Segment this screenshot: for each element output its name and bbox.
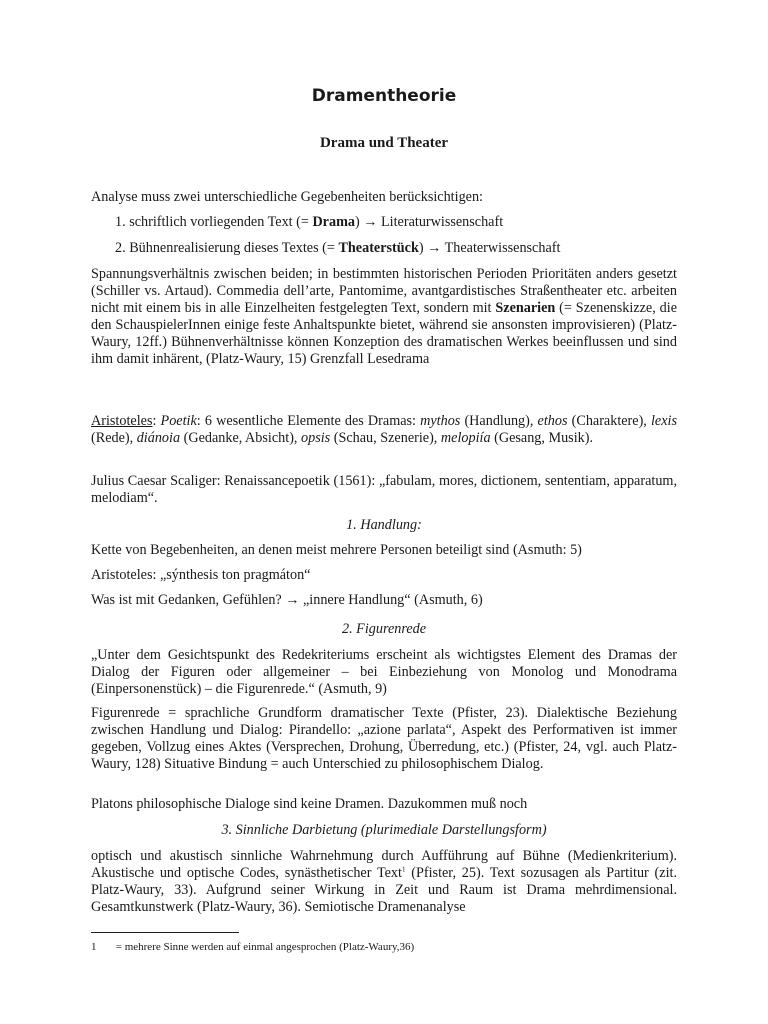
heading-figurenrede: 2. Figurenrede (341, 621, 427, 637)
paragraph-kette: Kette von Begebenheiten, an denen meist mehrere Personen beteiligt sind (Asmuth: 5) (91, 542, 582, 558)
paragraph-text: (Pfister, 25). Text sozusagen als Partitur (zit. Platz-Waury, 33). Aufgrund seiner Wirkung in Zeit und Raum ist Drama mehrdimensional. Gesamtkunstwerk (Platz-Waury, 36). Semiotische Dramenanalyse (91, 865, 678, 915)
italic-term: melopiía (440, 430, 491, 446)
paragraph-quote-asmuth: „Unter dem Gesichtspunkt des Redekriteriums erscheint als wichtigstes Element des Dramas der Dialog der Figuren oder allgemeiner – bei Einbeziehung von Monolog und Monodrama (Einpersonenstück) – die Figurenrede.“ (Asmuth, 9) (91, 647, 677, 697)
list-item-text: ) → Theaterwissenschaft (418, 240, 561, 256)
list-item-text: 1. schriftlich vorliegenden Text (= (115, 214, 313, 230)
section-title: Drama und Theater (319, 135, 449, 151)
page-title: Dramentheorie (311, 86, 457, 106)
text-fragment: (Rede), (91, 430, 137, 446)
list-item-text: 2. Bühnenrealisierung dieses Textes (= (115, 240, 339, 256)
footnote-number: 1 (91, 941, 97, 953)
intro-paragraph: Analyse muss zwei unterschiedliche Gegebenheiten berücksichtigen: (91, 189, 483, 205)
paragraph-platon: Platons philosophische Dialoge sind keine Dramen. Dazukommen muß noch (91, 796, 528, 812)
text-fragment: (Charaktere), (567, 413, 651, 429)
italic-term: mythos (420, 413, 461, 429)
text-fragment: (Handlung), (460, 413, 538, 429)
author-name: Aristoteles (91, 413, 153, 429)
list-item-text: ) → Literaturwissenschaft (355, 214, 504, 230)
paragraph-text: Spannungsverhältnis zwischen beiden; in bestimmten historischen Perioden Prioritäten anders gesetzt (Schiller vs. Artaud). Commedia dell’arte, Pantomime, avantgardistisches Straßentheater etc. arbeiten nicht mit einem bis in alle Einzelheiten festgelegten Text, sondern mit (91, 266, 677, 316)
paragraph-scaliger: Julius Caesar Scaliger: Renaissancepoetik (1561): „fabulam, mores, dictionem, sententiam, apparatum, melodiam“. (91, 473, 677, 506)
footnote-ref[interactable]: 1 (401, 865, 406, 874)
bold-term: Szenarien (495, 300, 556, 316)
paragraph-innere-handlung: Was ist mit Gedanken, Gefühlen? → „innere Handlung“ (Asmuth, 6) (91, 592, 483, 608)
work-title: Poetik (160, 413, 197, 429)
text-fragment: : 6 wesentliche Elemente des Dramas: (196, 413, 421, 429)
italic-term: lexis (650, 413, 677, 429)
italic-term: diánoia (136, 430, 181, 446)
text-fragment: : (152, 413, 161, 429)
bold-term: Drama (312, 214, 355, 230)
italic-term: ethos (537, 413, 568, 429)
list-item-drama (115, 214, 677, 231)
paragraph-text: (= Szenenskizze, die den SchauspielerInnen einige feste Anhaltspunkte bietet, während sie ansonsten improvisieren) (Platz-Waury, 12ff.) Bühnenverhältnisse können Konzeption des dramatischen Werkes beeinflussen und sind ihm damit inhärent, (Platz-Waury, 15) Grenzfall Lesedrama (91, 300, 677, 367)
paragraph-spannung (91, 266, 677, 368)
paragraph-text: optisch und akustisch sinnliche Wahrnehmung durch Aufführung auf Bühne (Medienkriterium). Akustische und optische Codes, synästhetischer Text (91, 848, 677, 881)
paragraph-figurenrede: Figurenrede = sprachliche Grundform dramatischer Texte (Pfister, 23). Dialektische Beziehung zwischen Handlung und Dialog: Pirandello: „azione parlata“, Aspekt des Performativen ist immer gegeben, Vollzug eines Aktes (Versprechen, Drohung, Überredung, etc.) (Pfister, 24, vgl. auch Platz-Waury, 128) Situative Bindung = auch Unterschied zu philosophischem Dialog. (91, 705, 677, 772)
paragraph-sinnlich (91, 848, 677, 916)
heading-handlung: 1. Handlung: (346, 517, 422, 533)
footnote-separator (91, 932, 239, 933)
text-fragment: (Gesang, Musik). (490, 430, 594, 446)
italic-term: opsis (301, 430, 331, 446)
list-item-theater (115, 240, 677, 257)
paragraph-synthesis: Aristoteles: „sýnthesis ton pragmáton“ (91, 567, 311, 583)
paragraph-aristoteles (91, 413, 677, 447)
text-fragment: (Schau, Szenerie), (330, 430, 441, 446)
text-fragment: (Gedanke, Absicht), (180, 430, 302, 446)
heading-sinnliche-darbietung: 3. Sinnliche Darbietung (plurimediale Darstellungsform) (221, 822, 547, 838)
bold-term: Theaterstück (338, 240, 419, 256)
footnote (91, 940, 677, 954)
footnote-text: = mehrere Sinne werden auf einmal angesprochen (Platz-Waury,36) (113, 941, 415, 953)
